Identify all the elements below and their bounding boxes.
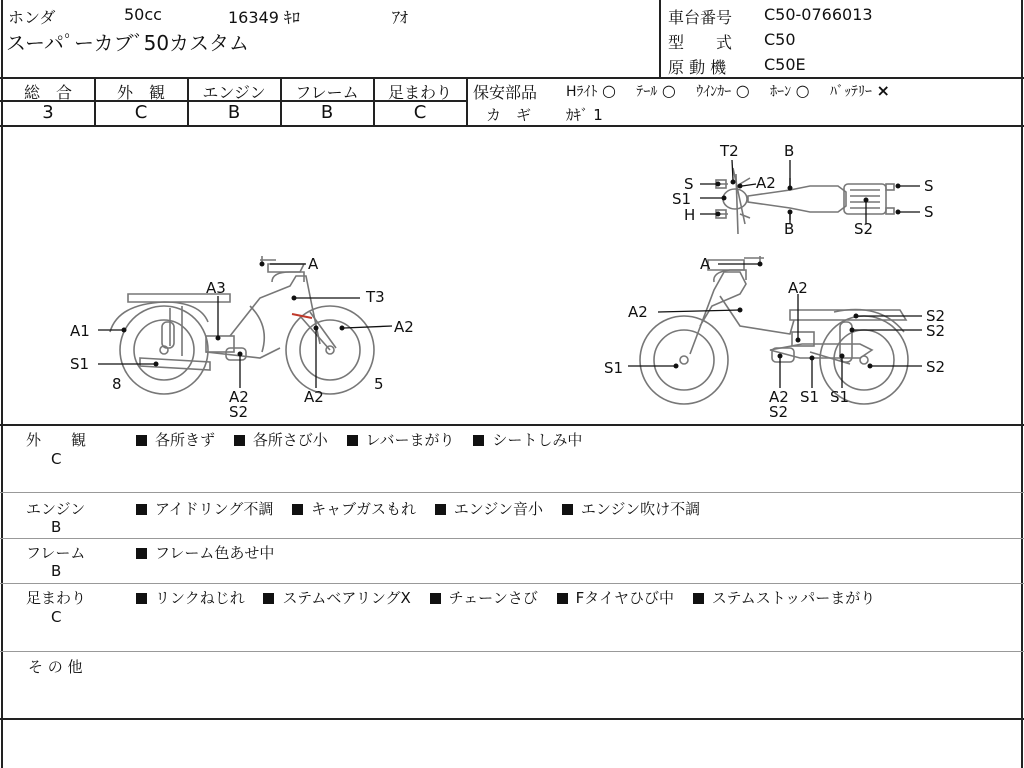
type-label: 型 式 xyxy=(668,33,733,52)
key-label: カ ギ xyxy=(486,106,532,124)
right-label-s1-a: S1 xyxy=(800,388,820,406)
maker-name: ホンダ xyxy=(8,8,56,27)
top-label-s1b: S1 xyxy=(672,190,692,208)
divider-sec-3 xyxy=(0,583,1024,584)
left-label-s1: S1 xyxy=(70,355,90,373)
section-exterior-label: 外 観 xyxy=(26,431,87,449)
left-label-t3: T3 xyxy=(366,288,385,306)
safety-battery: ﾊﾞｯﾃﾘｰ × xyxy=(830,81,890,100)
divider-sec-2 xyxy=(0,538,1024,539)
section-suspension-grade: C xyxy=(51,608,62,626)
list-item: チェーンさび xyxy=(430,589,538,607)
list-item: シートしみ中 xyxy=(473,431,582,449)
frame-no: C50-0766013 xyxy=(764,5,873,24)
right-label-a2-bottom: A2 xyxy=(769,388,789,406)
right-label-s2-bottom: S2 xyxy=(769,403,789,421)
right-label-s2-a: S2 xyxy=(926,307,946,325)
list-item: Fタイヤひび中 xyxy=(557,589,674,607)
displacement: 50cc xyxy=(124,5,162,24)
body-color: ｱｵ xyxy=(392,8,409,27)
safety-label: 保安部品 xyxy=(473,83,538,102)
grade-value-suspension: C xyxy=(413,102,427,123)
safety-winker: ｳｲﾝｶｰ ○ xyxy=(696,81,750,100)
section-engine-items xyxy=(136,498,714,519)
engine-label: 原 動 機 xyxy=(668,58,727,77)
safety-horn: ﾎｰﾝ ○ xyxy=(770,81,810,100)
grade-value-exterior: C xyxy=(134,102,148,123)
grade-label-engine: エンジン xyxy=(202,83,266,102)
left-label-s2: S2 xyxy=(229,403,249,421)
top-label-t2: T2 xyxy=(720,142,739,160)
left-label-a2-engine: A2 xyxy=(229,388,249,406)
right-label-s2-c: S2 xyxy=(926,358,946,376)
section-frame-label: フレーム xyxy=(26,544,86,562)
section-engine-label: エンジン xyxy=(26,500,86,518)
grade-value-engine: B xyxy=(227,102,241,123)
grade-value-frame: B xyxy=(320,102,334,123)
left-side-bike xyxy=(110,256,374,394)
top-label-s2: S xyxy=(924,177,934,195)
right-label-s2-b: S2 xyxy=(926,322,946,340)
list-item: エンジン音小 xyxy=(435,500,543,518)
top-label-s2b: S2 xyxy=(854,220,874,238)
top-label-s1: S xyxy=(684,175,694,193)
left-label-a2-fork: A2 xyxy=(304,388,324,406)
section-suspension-label: 足まわり xyxy=(26,589,87,607)
key-value: ｶｷﾞ 1 xyxy=(566,106,603,124)
right-label-a2-side: A2 xyxy=(628,303,648,321)
divider-grade-5 xyxy=(466,77,468,125)
top-label-h: H xyxy=(684,206,696,224)
grade-label-exterior: 外 観 xyxy=(116,83,165,102)
left-label-8: 8 xyxy=(112,375,122,393)
mileage: 16349 ｷﾛ xyxy=(228,8,300,27)
damage-diagram xyxy=(0,126,1022,424)
model-name: スーパﾟーカブﾞ50カスタム xyxy=(6,31,250,55)
right-label-s1: S1 xyxy=(604,359,624,377)
section-frame-items xyxy=(136,542,288,563)
grade-label-frame: フレーム xyxy=(295,83,359,102)
list-item: フレーム色あせ中 xyxy=(136,544,274,562)
list-item: ステムストッパーまがり xyxy=(693,589,876,607)
divider-sec-5 xyxy=(0,718,1024,720)
safety-items xyxy=(566,81,890,101)
divider-diagram xyxy=(0,424,1024,426)
grade-label-overall: 総 合 xyxy=(23,83,72,102)
engine-model: C50E xyxy=(764,55,806,74)
safety-headlight: Hﾗｲﾄ ○ xyxy=(566,81,616,100)
right-label-a2-top: A2 xyxy=(788,279,808,297)
section-suspension-items xyxy=(136,587,889,608)
left-label-5: 5 xyxy=(374,375,384,393)
list-item: リンクねじれ xyxy=(136,589,245,607)
section-exterior-items xyxy=(136,429,596,450)
top-label-s3: S xyxy=(924,203,934,221)
divider-header xyxy=(0,77,1024,79)
right-label-a: A xyxy=(700,255,711,273)
section-frame-grade: B xyxy=(51,562,62,580)
top-label-a2: A2 xyxy=(756,174,776,192)
list-item: レバーまがり xyxy=(347,431,455,449)
section-exterior-grade: C xyxy=(51,450,62,468)
divider-sec-4 xyxy=(0,651,1024,652)
model-type: C50 xyxy=(764,30,796,49)
section-engine-grade: B xyxy=(51,518,62,536)
list-item: キャブガスもれ xyxy=(292,500,416,518)
left-label-a1: A1 xyxy=(70,322,90,340)
list-item: アイドリング不調 xyxy=(136,500,273,518)
list-item: 各所さび小 xyxy=(234,431,328,449)
list-item: ステムベアリングX xyxy=(263,589,410,607)
top-label-b1: B xyxy=(784,142,795,160)
left-label-a2-front: A2 xyxy=(394,318,414,336)
divider-sec-1 xyxy=(0,492,1024,493)
grade-value-overall: 3 xyxy=(42,102,54,123)
list-item: 各所きず xyxy=(136,431,215,449)
grade-label-suspension: 足まわり xyxy=(387,83,452,102)
section-other-label: そ の 他 xyxy=(28,658,83,676)
safety-tail: ﾃｰﾙ ○ xyxy=(636,81,676,100)
list-item: エンジン吹け不調 xyxy=(562,500,700,518)
right-label-s1-b: S1 xyxy=(830,388,850,406)
left-label-a3: A3 xyxy=(206,279,226,297)
frame-no-label: 車台番号 xyxy=(668,8,733,27)
left-label-a: A xyxy=(308,255,319,273)
top-label-b2: B xyxy=(784,220,795,238)
divider-header-right xyxy=(659,0,661,77)
